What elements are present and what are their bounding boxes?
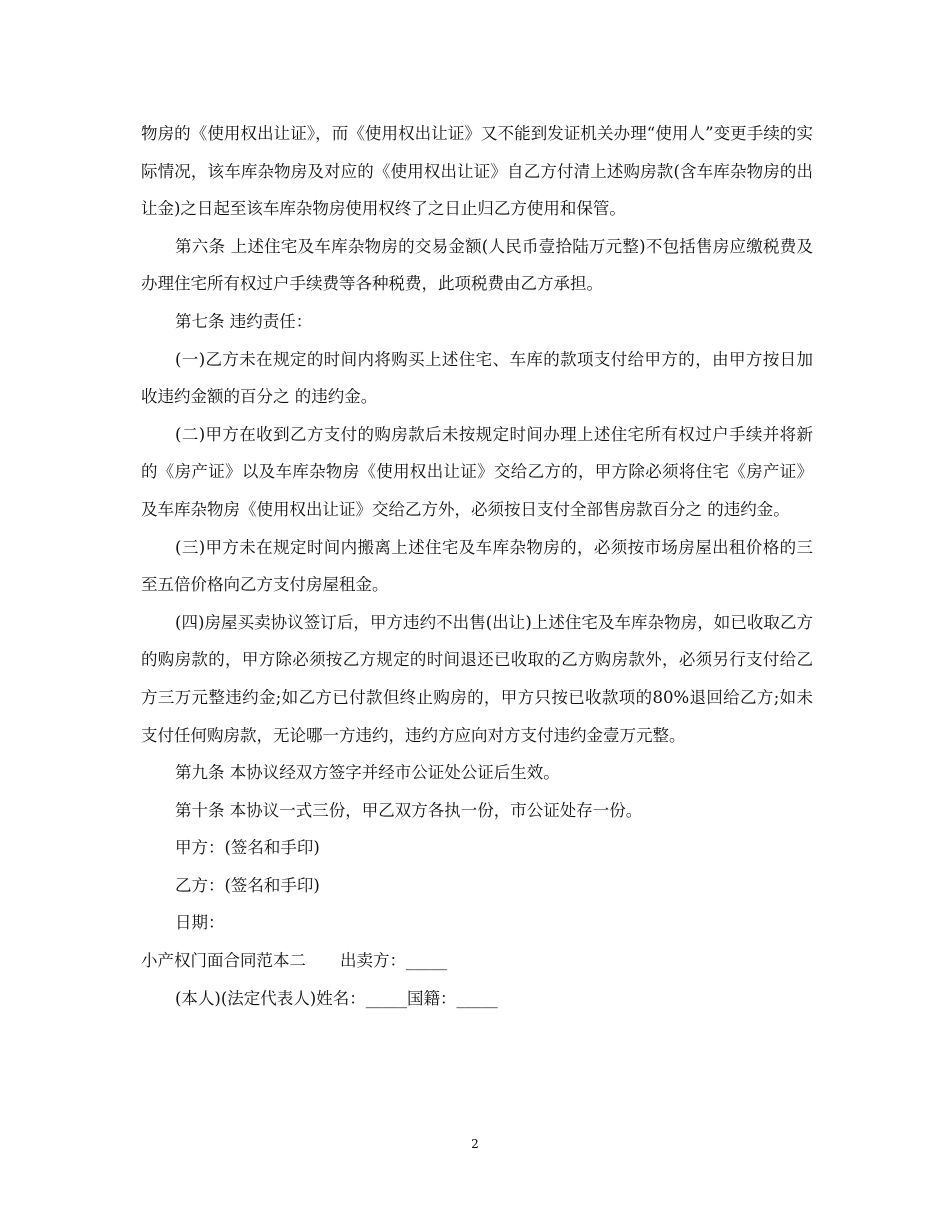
clause-seven-item-3: (三)甲方未在规定时间内搬离上述住宅及车库杂物房的，必须按市场房屋出租价格的三至五倍价格向乙方支付房屋租金。 [141,537,813,595]
sample-title-line [141,942,813,980]
clause-six: 第六条 上述住宅及车库杂物房的交易金额(人民币壹拾陆万元整)不包括售房应缴税费及办理住宅所有权过户手续费等各种税费，此项税费由乙方承担。 [141,236,813,294]
clause-seven-item-2: (二)甲方在收到乙方支付的购房款后未按规定时间办理上述住宅所有权过户手续并将新的《房产证》以及车库杂物房《使用权出让证》交给乙方的，甲方除必须将住宅《房产证》及车库杂物房《使用权出让证》交给乙方外，必须按日支付全部售房款百分之 的违约金。 [141,424,813,519]
clause-nine: 第九条 本协议经双方签字并经市公证处公证后生效。 [175,763,560,783]
clause-seven-heading: 第七条 违约责任： [175,311,313,331]
paragraph-continuation: 物房的《使用权出让证》，而《使用权出让证》又不能到发证机关办理“使用人”变更手续的实际情况，该车库杂物房及对应的《使用权出让证》自乙方付清上述购房款(含车库杂物房的出让金)之日起至该车库杂物房使用权终了之日止归乙方使用和保管。 [141,124,813,219]
party-a-signature: 甲方：(签名和手印) [175,838,320,858]
sample-title: 小产权门面合同范本二 [141,951,306,971]
party-b-signature: 乙方：(签名和手印) [175,875,320,895]
clause-seven-item-4: (四)房屋买卖协议签订后，甲方违约不出售(出让)上述住宅及车库杂物房，如已收取乙方的购房款的，甲方除必须按乙方规定的时间退还已收取的乙方购房款外，必须另行支付给乙方三万元整违约金;如乙方已付款但终止购房的，甲方只按已收款项的80%退回给乙方;如未支付任何购房款，无论哪一方违约，违约方应向对方支付违约金壹万元整。 [141,612,813,745]
page-number: 2 [471,1137,479,1151]
clause-ten: 第十条 本协议一式三份，甲乙双方各执一份，市公证处存一份。 [175,800,643,820]
document-body [141,115,813,1017]
seller-label: 出卖方：_____ [340,951,448,971]
clause-seven-item-1: (一)乙方未在规定的时间内将购买上述住宅、车库的款项支付给甲方的，由甲方按日加收违约金额的百分之 的违约金。 [141,349,813,407]
name-nationality-line: (本人)(法定代表人)姓名：_____国籍：_____ [175,988,498,1008]
date-line: 日期： [175,913,225,933]
